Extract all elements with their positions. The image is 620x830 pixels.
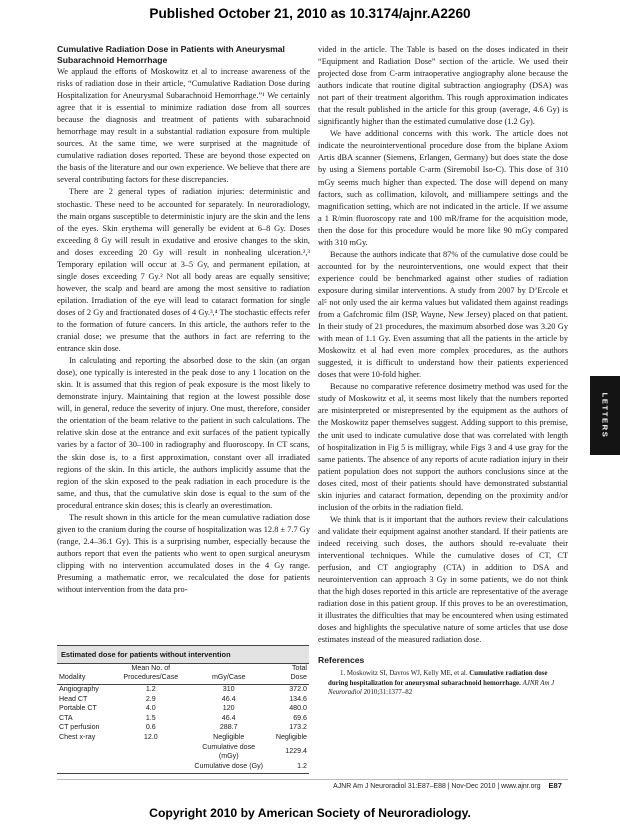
right-paragraph-1: vided in the article. The Table is based on the doses indicated in their “Equipment and Radiation Dose” section of the article. We used their projected dose from C-arm intraoperative angiography alone because the authors indicate that routine digital subtraction angiography (DSA) was not part of their treatment algorithm. This rough approximation indicates that the result published in the article for this group (average, 4.6 Gy) is significantly higher than the estimated cumulative dose (1.2 Gy). (318, 45, 568, 127)
table-title: Estimated dose for patients without intervention (57, 645, 309, 664)
header-mgy-case: mGy/Case (192, 673, 266, 685)
footer-date: Nov-Dec 2010 (451, 783, 496, 790)
table-row: Head CT 2.9 46.4 134.6 (59, 694, 307, 703)
header-modality: Modality (57, 673, 110, 685)
footer-rule (57, 779, 568, 780)
page-number: E87 (548, 781, 562, 790)
right-paragraph-2: We have additional concerns with this work. The article does not indicate the neurointerventional procedure dose from the biplane Axiom Artis dBA scanner (Siemens, Erlangen, Germany) but does state the dose by using a Siemens portable C-arm (Siremobil Iso-C). This dose of 310 mGy seems much higher than expected. The dose will depend on many factors, such as collimation, kilovolt, and milliampere settings and the magnification setting, which are not indicated in the article. If we assume a 1 R/min fluoroscopy rate and 100 mR/frame for the acquisition mode, then the dose for this procedure would be more like 90 mGy compared with 310 mGy. (318, 129, 568, 247)
table-row: Cumulative dose (mGy) 1229.4 (202, 742, 307, 761)
right-paragraph-3: Because the authors indicate that 87% of the cumulative dose could be accounted for by the neurointerventions, one would expect that their experience could be benchmarked against other studies of radiation exposure during similar interventions. A study from 2007 by D’Ercole et al⁵ not only used the air kerma values but validated them against readings from a Gafchromic film (ISP, Wayne, New Jersey) placed on that patient. In their study of 21 procedures, the maximum absorbed dose was 3.20 Gy with mean of 1.1 Gy. Even assuming that all the patients in the article by Moskowitz et al had even more complex procedures, as the authors suggested, it is difficult to understand how their patients experienced doses that were 10-fold higher. (318, 249, 568, 380)
left-paragraph-3: In calculating and reporting the absorbed dose to the skin (an organ dose), one typically is interested in the peak dose to any 1 location on the skin. It is assumed that this region of peak exposure is the most likely to demonstrate injury. Maintaining that region at the lowest possible dose will, in general, reduce the severity of injury. One must, therefore, consider the orientation of the beam relative to the patient in such calculations. The relative skin dose at the entrance and exit surfaces of the patient typically varies by a factor of 30–100 in radiography and fluoroscopy. In CT scans, the skin dose is, to a first approximation, constant over all irradiated regions of the skin. In this article, the authors implicitly assume that the region of the skin exposed to the peak radiation in each procedure is the same, and thus, that the cumulative skin dose is equal to the sum of the procedural entrance skin doses; this is clearly an overestimation. (57, 356, 310, 510)
copyright-footer: Copyright 2010 by American Society of Neuroradiology. (149, 806, 471, 820)
table-row: Angiography 1.2 310 372.0 (59, 685, 307, 693)
left-paragraph-2: There are 2 general types of radiation injuries: deterministic and stochastic. These need to be accounted for separately. In neuroradiology, the main organs susceptible to deterministic injury are the skin and the lens of the eyes. Skin erythema will generally be evident at 6–8 Gy. Doses exceeding 8 Gy will result in exudative and erosive changes to the skin, and doses exceeding 20 Gy will result in nonhealing ulceration.²,³ Temporary epilation will occur at 3–5 Gy, and permanent epilation, at single doses exceeding 7 Gy.² Not all body areas are equally sensitive; however, the scalp and beard are among the most sensitive to radiation epilation. Irradiation of the eye will lead to cataract formation for single doses of 2 Gy and fractionated doses of 4 Gy.³,⁴ The stochastic effects refer to the formation of future cancers. In this article, the authors refer to the cranial dose; we presume that the authors in fact are referring to the entrance skin dose. (57, 187, 310, 354)
article-title (57, 44, 310, 66)
right-column (318, 44, 568, 698)
table-row: CTA 1.5 46.4 69.6 (59, 713, 307, 722)
right-paragraph-5: We think that is it important that the authors review their calculations and validate their equipment against another standard. If their patients are indeed receiving such doses, the authors should re-evaluate their interventional techniques. While the cumulative doses of CT, CT perfusion, and CT angiography (CTA) in addition to DSA and neurointervention can approach 3 Gy in some patients, we do not think that the high doses reported in this article are representative of the average radiation dose in this patient group. If this proves to be an overestimation, it illustrates the difficulties that may be encountered when using estimated doses and highlights the speculative nature of some articles that use dose estimates instead of the measured radiation dose. (318, 514, 568, 645)
article-title-line1: Cumulative Radiation Dose in Patients with Aneurysmal (57, 44, 285, 54)
header-total-line2: Dose (266, 673, 309, 685)
footer-url[interactable]: www.ajnr.org (501, 783, 541, 790)
article-title-line2: Subarachnoid Hemorrhage (57, 55, 168, 65)
left-paragraph-4: The result shown in this article for the mean cumulative radiation dose given to the cranium during the course of hospitalization was 12.8 ± 7.7 Gy (range, 2.4–36.1 Gy). This is a surprising number, especially because the authors report that even the patients who went to open surgical aneurysm clipping with no intervention accumulated doses in the 4 Gy range. Presuming a mathematic error, we recalculated the dose for patients without intervention from the data pro- (57, 512, 310, 595)
journal-footer: AJNR Am J Neuroradiol 31:E87–E88 | Nov-Dec 2010 | www.ajnr.org E87 (333, 781, 562, 790)
table-row: Chest x-ray 12.0 Negligible Negligible (59, 732, 307, 741)
published-banner: Published October 21, 2010 as 10.3174/ajnr.A2260 (149, 6, 471, 21)
table-row: Portable CT 4.0 120 480.0 (59, 704, 307, 713)
letters-label: LETTERS (600, 392, 610, 439)
left-column (57, 44, 310, 596)
dose-table (57, 645, 309, 774)
table-row: Cumulative dose (Gy) 1.2 (57, 762, 309, 774)
letters-side-tab (590, 376, 620, 455)
references-heading: References (318, 655, 365, 666)
reference-1: 1. Moskowitz SI, Davros WJ, Kelly ME, et al. Cumulative radiation dose during hospitalization for aneurysmal subarachnoid hemorrhage. AJNR Am J Neuroradiol 2010;31:1377–82 (328, 670, 555, 697)
right-paragraph-4: Because no comparative reference dosimetry method was used for the study of Moskowitz et al, it seems most likely that the numbers reported are misinterpreted or misrepresented by the equipment as the authors of the Moskowitz paper themselves suggest. Adding support to this premise, the unit used to indicate cumulative dose that was correlated with length of hospitalization in Fig 5 is milligray, while Figs 3 and 4 use gray for the same patients. The absence of any reports of acute radiation injury in their patient population does not support the authors conclusions since at the doses cited, most of their patients should have demonstrated substantial skin injuries and cataract formation, depending on the proximity and/or inclusion of the orbits in the radiation field. (318, 382, 568, 512)
header-total-line1: Total (292, 664, 307, 672)
left-paragraph-1: We applaud the efforts of Moskowitz et al to increase awareness of the risks of radiation dose in their article, “Cumulative Radiation Dose during Hospitalization for Aneurysmal Subarachnoid Hemorrhage.”¹ We certainly agree that it is essential to minimize radiation dose from all sources because the diagnosis and treatment of patients with subarachnoid hemorrhage may result in a substantial radiation exposure from multiple sources. At the same time, we were surprised at the magnitude of cumulative radiation doses reported. These are beyond those expected on the basis of the literature and our own experience. We believe that there are several contributing factors for these discrepancies. (57, 67, 310, 185)
table-row: CT perfusion 0.6 288.7 173.2 (59, 723, 307, 732)
header-procedures-line2: Procedures/Case (110, 673, 192, 685)
header-procedures-line1: Mean No. of (131, 664, 171, 672)
footer-citation: AJNR Am J Neuroradiol 31:E87–E88 (333, 783, 446, 790)
